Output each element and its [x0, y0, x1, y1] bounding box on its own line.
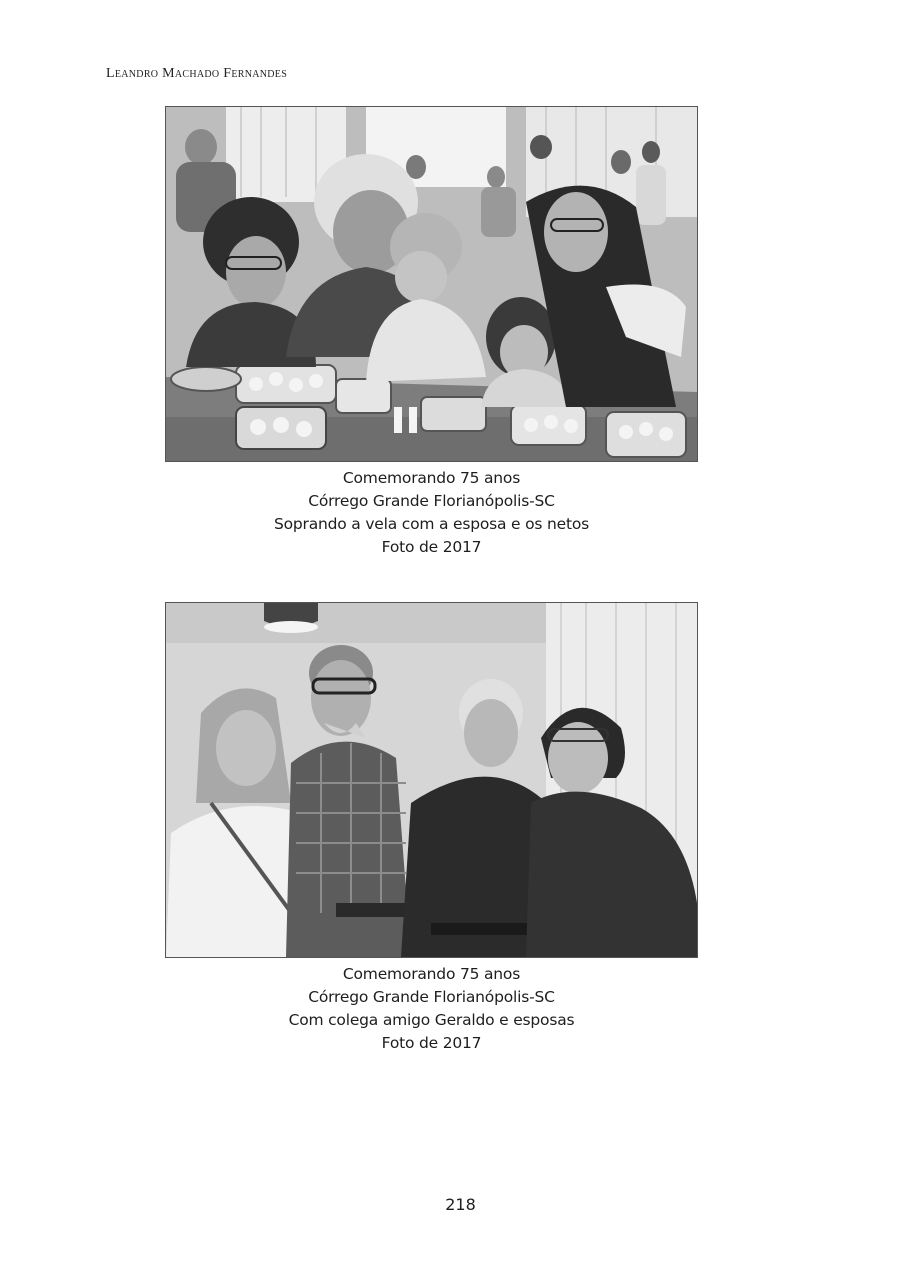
- caption-line: Comemorando 75 anos: [342, 469, 521, 487]
- photo-four-people: [165, 602, 698, 958]
- caption-line: Foto de 2017: [381, 538, 482, 556]
- running-header: Leandro Machado Fernandes: [106, 66, 288, 81]
- caption-line: Córrego Grande Florianópolis-SC: [308, 492, 555, 510]
- figure-birthday-candle: [165, 106, 698, 559]
- figure-caption: [165, 467, 698, 559]
- page-number: 218: [445, 1195, 476, 1214]
- figure-caption: [165, 963, 698, 1055]
- caption-line: Foto de 2017: [381, 1034, 482, 1052]
- caption-line: Comemorando 75 anos: [342, 965, 521, 983]
- caption-line: Com colega amigo Geraldo e esposas: [288, 1011, 575, 1029]
- photo-birthday-table: [165, 106, 698, 462]
- caption-line: Soprando a vela com a esposa e os netos: [273, 515, 589, 533]
- caption-line: Córrego Grande Florianópolis-SC: [308, 988, 555, 1006]
- figure-group-portrait: [165, 602, 698, 1055]
